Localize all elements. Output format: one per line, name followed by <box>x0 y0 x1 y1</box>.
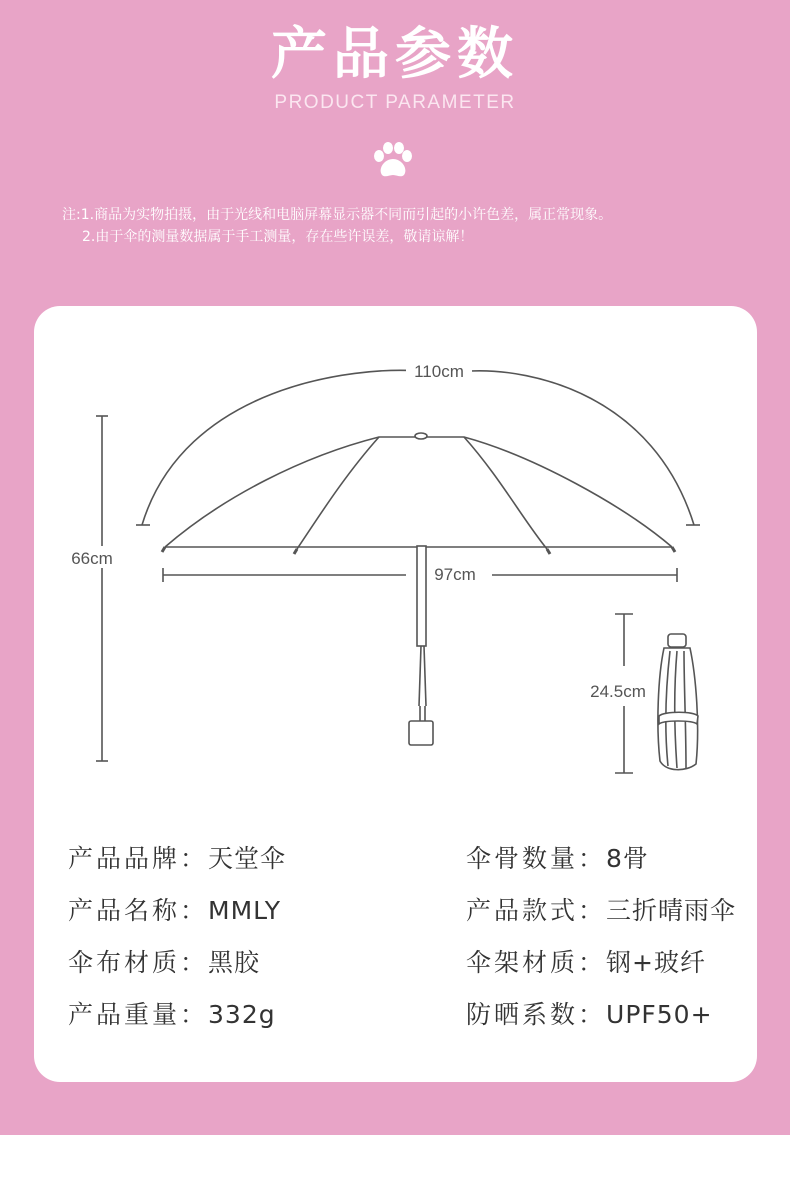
spec-weight: 产品重量：332g <box>68 1000 276 1029</box>
spec-ribs: 伞骨数量：8骨 <box>466 844 649 873</box>
spec-fabric: 伞布材质：黑胶 <box>68 948 261 977</box>
note-line-2: 2.由于伞的测量数据属于手工测量，存在些许误差，敬请谅解！ <box>82 229 474 245</box>
spec-name: 产品名称：MMLY <box>68 896 282 925</box>
width-label: 97cm <box>434 565 476 584</box>
arc-length-line <box>142 370 694 525</box>
folded-length-label: 24.5cm <box>590 682 646 701</box>
note-line-1: 注:1.商品为实物拍摄，由于光线和电脑屏幕显示器不同而引起的小许色差，属正常现象。 <box>62 207 613 223</box>
spec-brand: 产品品牌：天堂伞 <box>68 844 287 873</box>
page-title: 产品参数 <box>271 22 519 87</box>
spec-frame: 伞架材质：钢+玻纤 <box>466 948 706 977</box>
umbrella-handle <box>409 721 433 745</box>
page-subtitle: PRODUCT PARAMETER <box>274 92 516 113</box>
height-label: 66cm <box>71 549 113 568</box>
arc-length-label: 110cm <box>414 362 464 381</box>
umbrella-dimension-diagram <box>34 306 757 806</box>
spec-upf: 防晒系数：UPF50+ <box>466 1000 713 1029</box>
parameter-card <box>34 306 757 1082</box>
paw-icon <box>371 141 415 181</box>
folded-umbrella <box>658 634 698 770</box>
umbrella-shaft <box>417 546 426 646</box>
spec-style: 产品款式：三折晴雨伞 <box>466 896 737 925</box>
umbrella-canopy <box>165 437 672 547</box>
